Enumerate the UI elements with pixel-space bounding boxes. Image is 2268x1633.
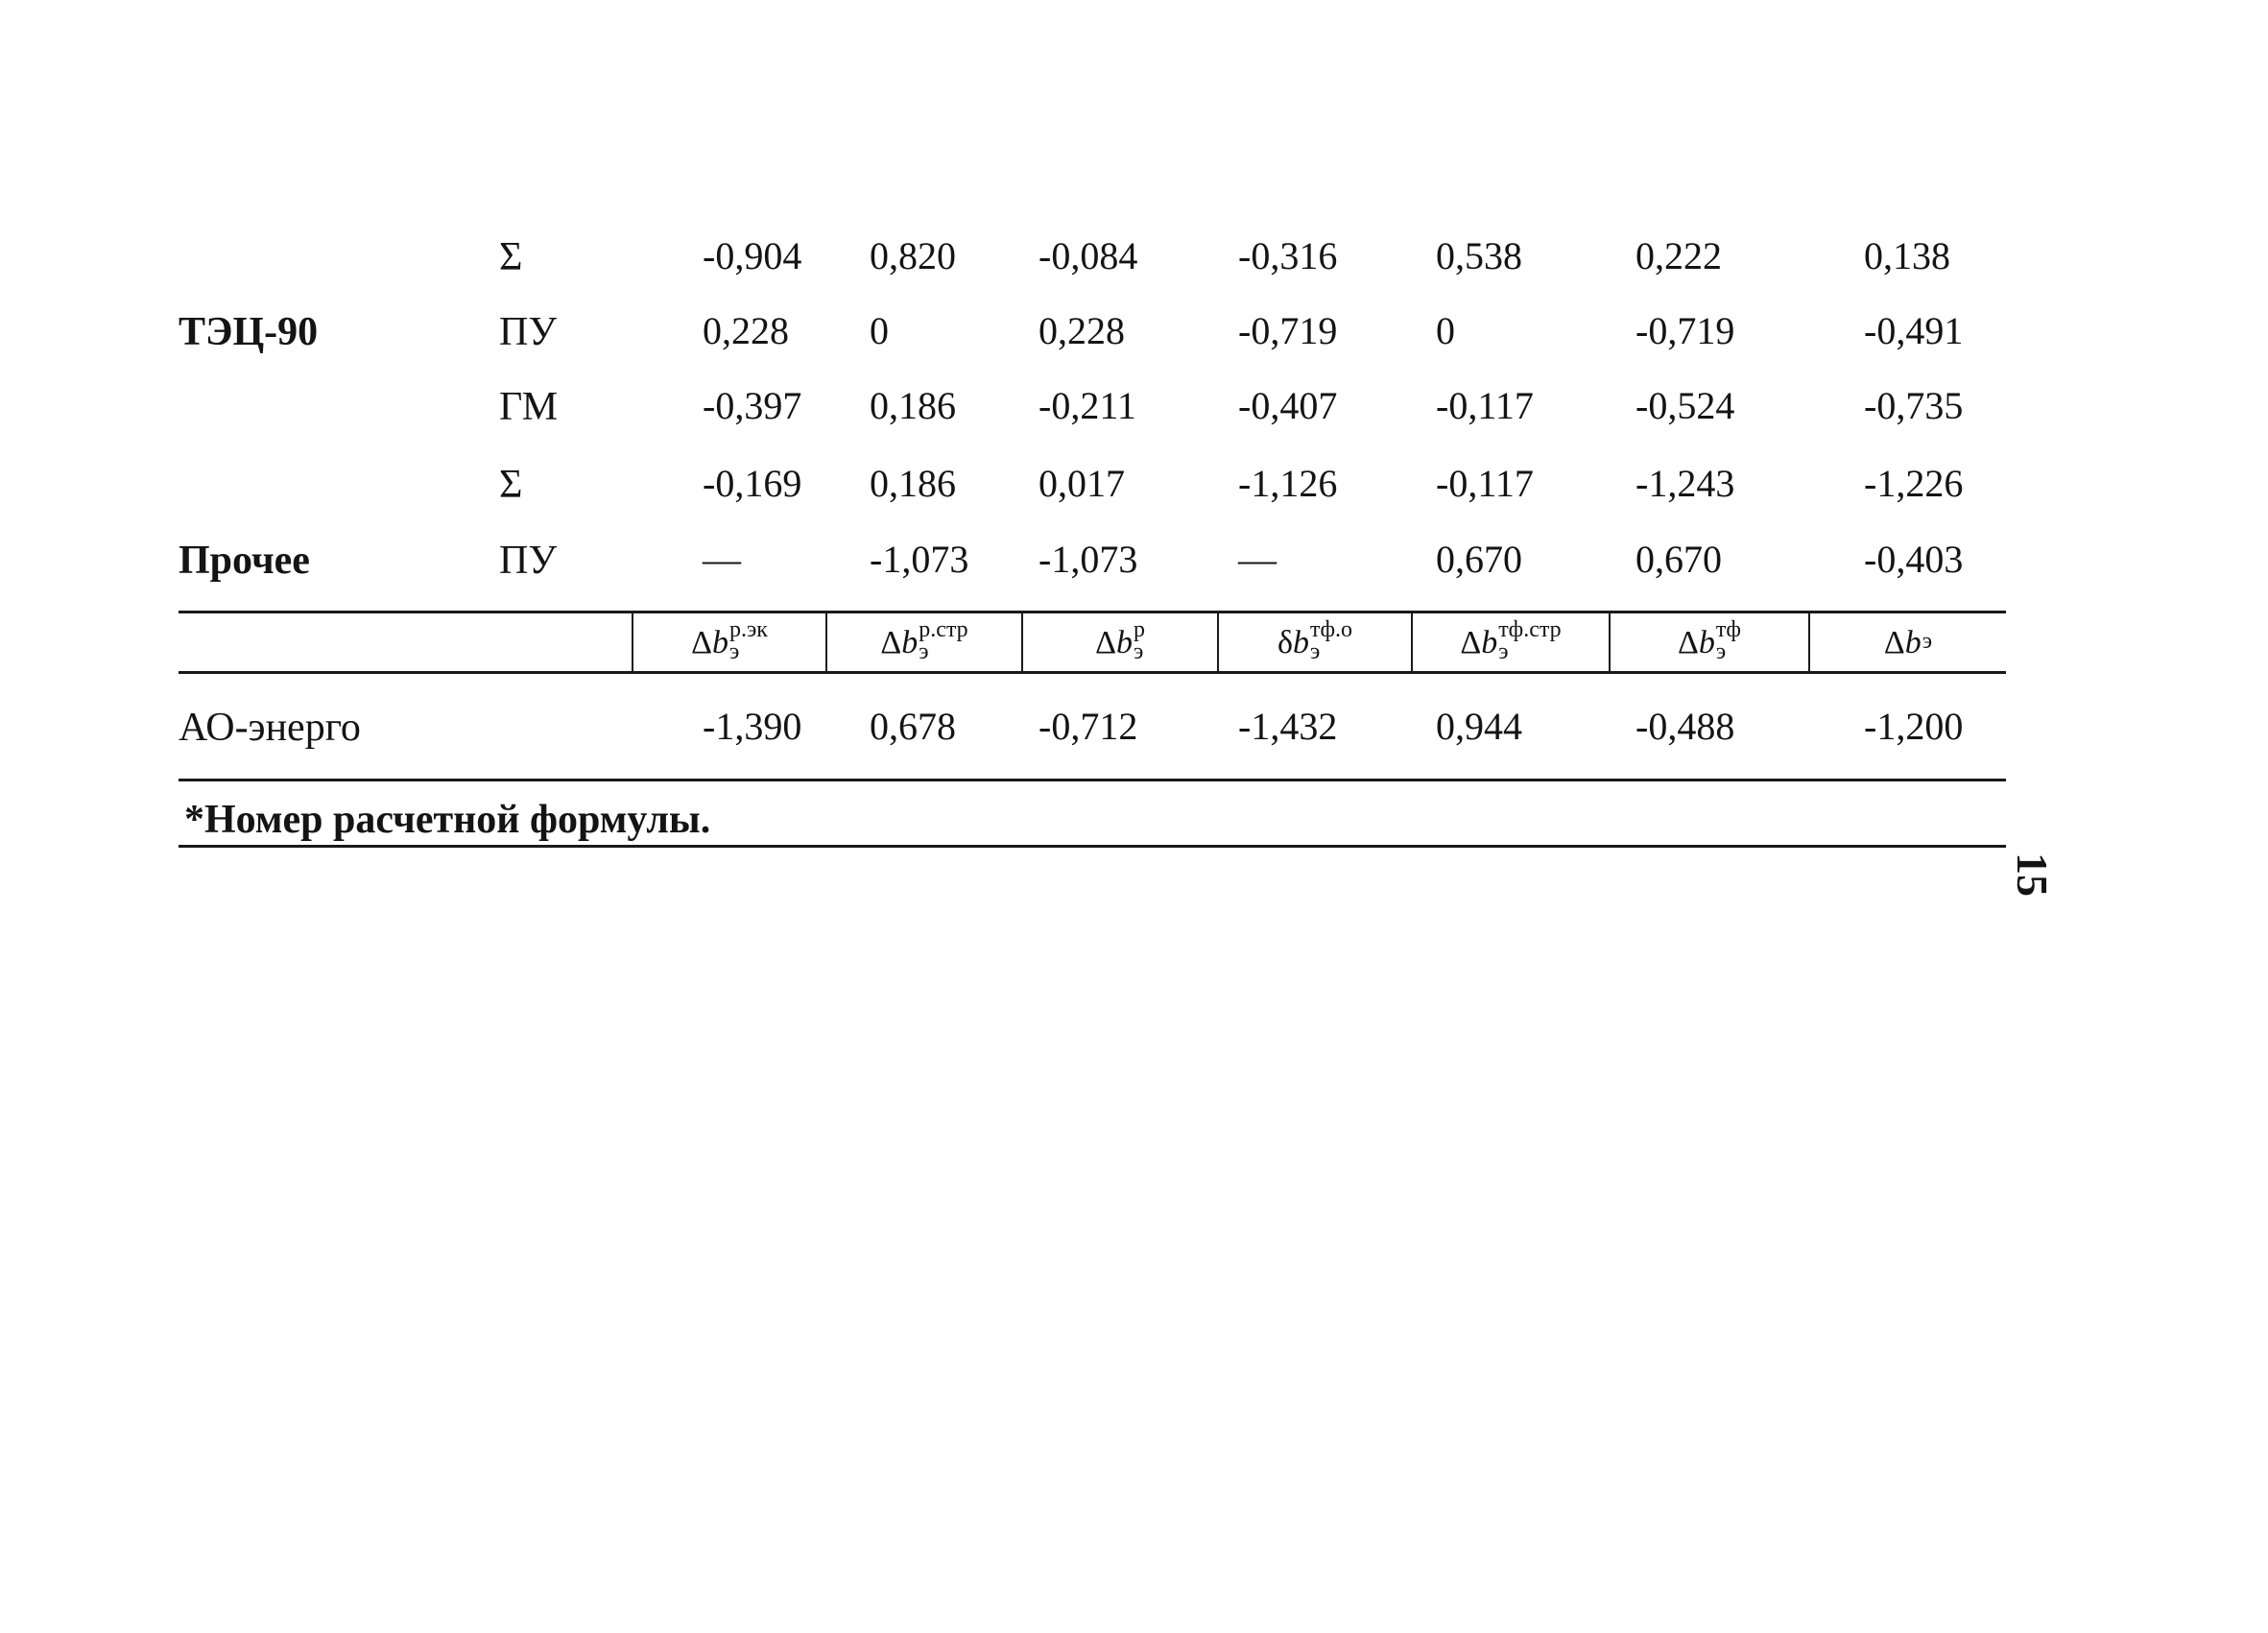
header-sub: э: [1498, 639, 1509, 664]
table-cell: —: [703, 538, 741, 581]
table-cell: -0,735: [1864, 384, 1964, 427]
table-cell: -1,073: [1039, 538, 1138, 581]
table-cell: -0,904: [703, 234, 802, 277]
table-cell: -1,126: [1238, 462, 1338, 505]
header-var: b: [1115, 625, 1133, 660]
table-cell: 0,228: [1039, 309, 1125, 352]
header-sub: э: [1922, 628, 1933, 654]
header-sub: э: [1309, 639, 1321, 664]
table-cell: -0,488: [1635, 705, 1735, 748]
header-sub: э: [1715, 639, 1727, 664]
header-sup: тф.о: [1309, 617, 1353, 643]
table-cell: -0,719: [1238, 309, 1338, 352]
table-cell: 0: [870, 309, 889, 352]
table-cell: -0,169: [703, 462, 802, 505]
type-label: Σ: [499, 235, 523, 279]
header-var: b: [1292, 625, 1309, 660]
table-cell: 0,017: [1039, 462, 1125, 505]
header-prefix: Δ: [1883, 625, 1905, 660]
table-cell: 0,678: [870, 705, 956, 748]
table-rule: [179, 845, 2006, 848]
table-cell: 0,820: [870, 234, 956, 277]
column-header: [633, 614, 825, 672]
type-label: ГМ: [499, 385, 559, 429]
table-cell: 0,670: [1436, 538, 1522, 581]
table-cell: -1,243: [1635, 462, 1735, 505]
header-var: b: [1698, 625, 1715, 660]
header-prefix: Δ: [880, 625, 902, 660]
column-header: [827, 614, 1021, 672]
header-sup: р.стр: [919, 617, 968, 643]
table-cell: -0,316: [1238, 234, 1338, 277]
table-cell: -1,073: [870, 538, 969, 581]
table-cell: 0,138: [1864, 234, 1950, 277]
table-cell: -0,407: [1238, 384, 1338, 427]
header-sub: э: [919, 639, 929, 664]
table-cell: 0,222: [1635, 234, 1722, 277]
table-rule: [179, 779, 2006, 781]
table-cell: 0,186: [870, 462, 956, 505]
table-cell: -0,491: [1864, 309, 1964, 352]
header-var: b: [1904, 625, 1922, 660]
column-header: [1413, 614, 1609, 672]
header-sup: тф: [1715, 617, 1741, 643]
total-label: АО-энерго: [179, 706, 361, 750]
header-prefix: Δ: [1678, 625, 1699, 660]
table-cell: 0,944: [1436, 705, 1522, 748]
table-cell: 0,670: [1635, 538, 1722, 581]
page-number: 15: [2008, 853, 2057, 897]
header-var: b: [711, 625, 728, 660]
footnote: *Номер расчетной формулы.: [184, 798, 711, 842]
header-prefix: Δ: [691, 625, 712, 660]
table-cell: -0,117: [1436, 384, 1534, 427]
header-sub: э: [728, 639, 740, 664]
table-cell: -0,211: [1039, 384, 1136, 427]
table-cell: 0,186: [870, 384, 956, 427]
table-cell: -0,719: [1635, 309, 1735, 352]
header-prefix: Δ: [1095, 625, 1116, 660]
table-rule: [179, 611, 2006, 613]
table-cell: -1,200: [1864, 705, 1964, 748]
column-header: [1810, 614, 2006, 672]
table-cell: -0,084: [1039, 234, 1138, 277]
table-cell: -1,390: [703, 705, 802, 748]
header-sup: р.эк: [728, 617, 768, 643]
table-cell: -1,432: [1238, 705, 1338, 748]
column-header: [1219, 614, 1411, 672]
header-var: b: [901, 625, 919, 660]
table-cell: 0,538: [1436, 234, 1522, 277]
station-label: Прочее: [179, 539, 310, 583]
type-label: ПУ: [499, 310, 558, 354]
station-label: ТЭЦ-90: [179, 310, 319, 354]
header-sup: тф.стр: [1498, 617, 1562, 643]
table-cell: -0,397: [703, 384, 802, 427]
header-prefix: Δ: [1460, 625, 1482, 660]
column-header: [1023, 614, 1217, 672]
type-label: ПУ: [499, 539, 558, 583]
table-cell: -1,226: [1864, 462, 1964, 505]
table-cell: 0: [1436, 309, 1455, 352]
table-cell: -0,712: [1039, 705, 1138, 748]
table-cell: -0,403: [1864, 538, 1964, 581]
table-cell: —: [1238, 538, 1277, 581]
header-prefix: δ: [1277, 625, 1293, 660]
column-header: [1611, 614, 1808, 672]
table-cell: -0,117: [1436, 462, 1534, 505]
header-sup: р: [1133, 617, 1145, 643]
header-sub: э: [1133, 639, 1144, 664]
table-cell: 0,228: [703, 309, 789, 352]
type-label: Σ: [499, 463, 523, 507]
header-var: b: [1481, 625, 1498, 660]
table-cell: -0,524: [1635, 384, 1735, 427]
